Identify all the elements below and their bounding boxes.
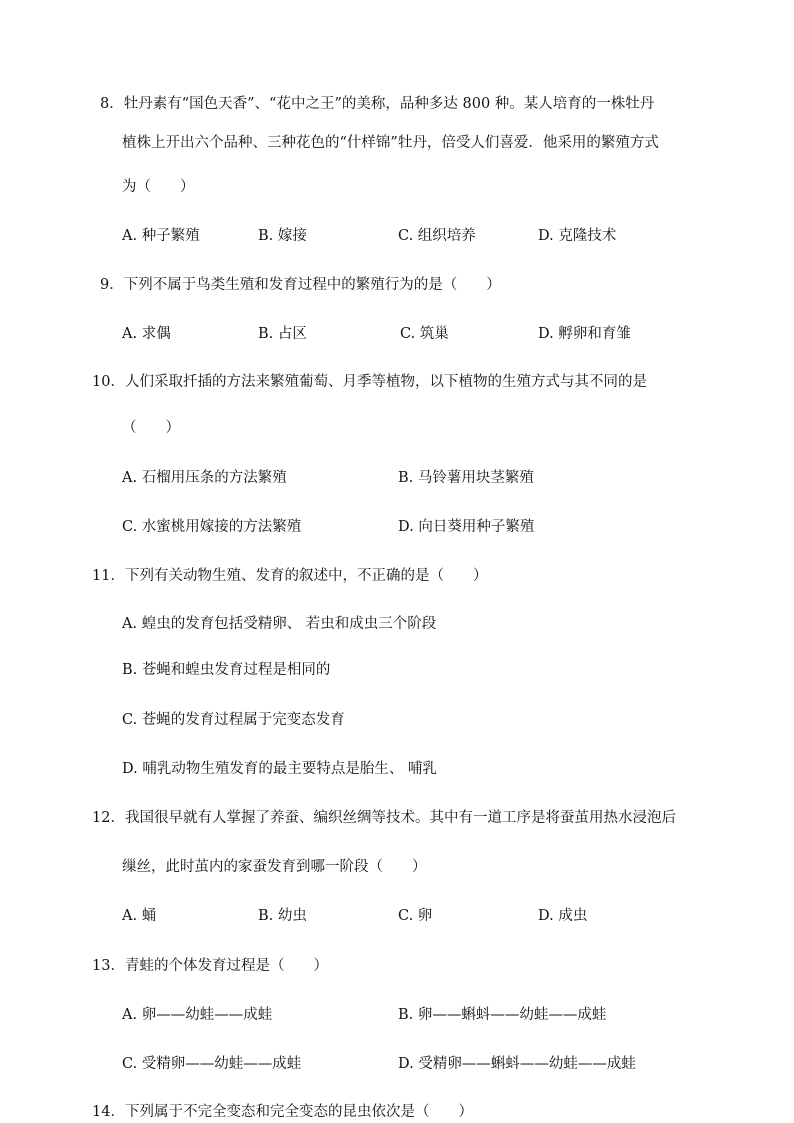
question-11-line-1 (92, 566, 487, 586)
question-text: 牡丹素有“国色天香”、“花中之王”的美称，品种多达 800 种。某人培育的一株牡丹 (123, 96, 655, 112)
question-8-option-c: C. 组织培养 (398, 228, 476, 244)
question-13-option-c: C. 受精卵——幼蛙——成蛙 (122, 1056, 302, 1072)
question-9-option-a: A. 求偶 (122, 326, 171, 342)
question-10-option-b: B. 马铃薯用块茎繁殖 (398, 470, 534, 486)
question-8-line-2: 植株上开出六个品种、三种花色的“什样锦”牡丹，倍受人们喜爱．他采用的繁殖方式 (122, 135, 659, 151)
question-number: 8． (100, 96, 124, 112)
question-13-option-d: D. 受精卵——蝌蚪——幼蛙——成蛙 (398, 1056, 636, 1072)
question-11-option-a: A. 蝗虫的发育包括受精卵、 若虫和成虫三个阶段 (122, 616, 437, 632)
question-13-option-a: A. 卵——幼蛙——成蛙 (122, 1007, 273, 1023)
question-10-option-d: D. 向日葵用种子繁殖 (398, 519, 535, 535)
question-11-option-c: C. 苍蝇的发育过程属于完变态发育 (122, 712, 345, 728)
question-8-line-3: 为（ ） (122, 179, 195, 195)
question-text: 青蛙的个体发育过程是（ ） (124, 958, 328, 974)
question-9-option-d: D. 孵卵和育雏 (538, 326, 631, 342)
question-14-line-1 (92, 1102, 473, 1122)
question-10-option-c: C. 水蜜桃用嫁接的方法繁殖 (122, 519, 302, 535)
question-12-line-1 (92, 808, 676, 828)
question-number: 14． (92, 1104, 125, 1120)
question-10-line-1 (92, 372, 647, 392)
question-8-option-a: A. 种子繁殖 (122, 228, 200, 244)
question-number: 12． (92, 810, 125, 826)
question-11-option-d: D. 哺乳动物生殖发育的最主要特点是胎生、 哺乳 (122, 761, 437, 777)
question-number: 11． (92, 568, 125, 584)
question-text: 下列属于不完全变态和完全变态的昆虫依次是（ ） (124, 1104, 473, 1120)
question-11-option-b: B. 苍蝇和蝗虫发育过程是相同的 (122, 662, 331, 678)
question-12-option-d: D. 成虫 (538, 908, 588, 924)
question-12-option-b: B. 幼虫 (258, 908, 307, 924)
question-8-option-d: D. 克隆技术 (538, 228, 617, 244)
question-12-option-c: C. 卵 (398, 908, 433, 924)
question-number: 13． (92, 958, 125, 974)
question-number: 10． (92, 374, 125, 390)
question-12-line-2: 缫丝，此时茧内的家蚕发育到哪一阶段（ ） (122, 859, 427, 875)
question-text: 下列有关动物生殖、发育的叙述中，不正确的是（ ） (124, 568, 488, 584)
question-text: 我国很早就有人掌握了养蚕、编织丝绸等技术。其中有一道工序是将蚕茧用热水浸泡后 (124, 810, 676, 826)
question-9-line-1 (100, 275, 501, 295)
question-12-option-a: A. 蛹 (122, 908, 157, 924)
question-number: 9． (100, 277, 124, 293)
question-9-option-b: B. 占区 (258, 326, 307, 342)
question-10-line-2: （ ） (122, 420, 180, 436)
question-13-line-1 (92, 956, 328, 976)
question-10-option-a: A. 石榴用压条的方法繁殖 (122, 470, 287, 486)
question-13-option-b: B. 卵——蝌蚪——幼蛙——成蛙 (398, 1007, 607, 1023)
question-text: 人们采取扦插的方法来繁殖葡萄、月季等植物，以下植物的生殖方式与其不同的是 (124, 374, 647, 390)
question-8-line-1 (100, 94, 654, 114)
question-text: 下列不属于鸟类生殖和发育过程中的繁殖行为的是（ ） (123, 277, 501, 293)
question-9-option-c: C. 筑巢 (400, 326, 449, 342)
question-8-option-b: B. 嫁接 (258, 228, 307, 244)
